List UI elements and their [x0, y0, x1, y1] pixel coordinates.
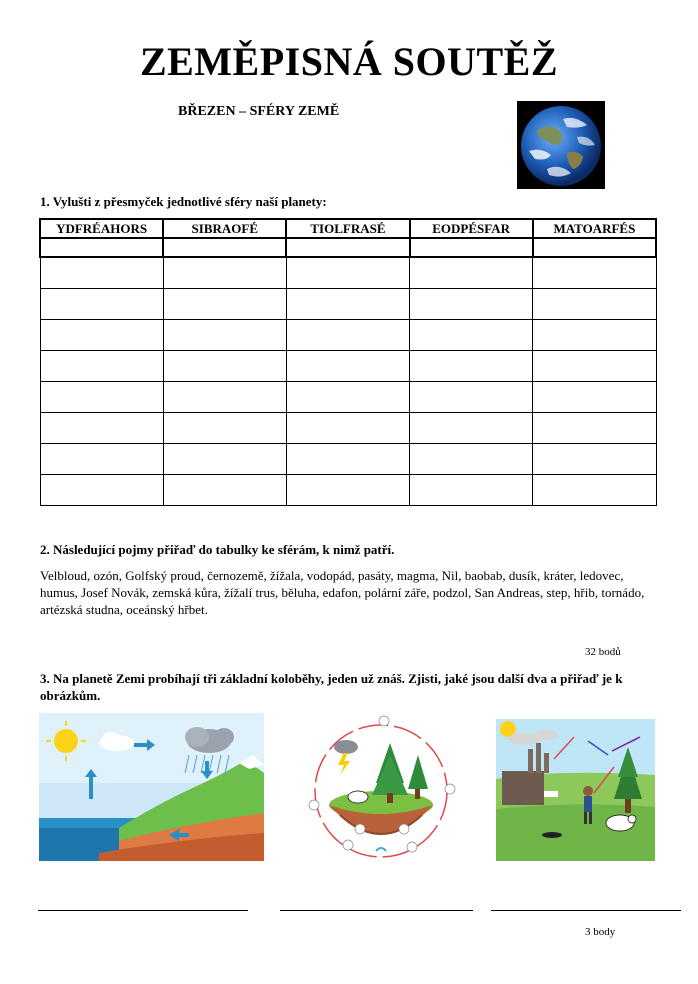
table-cell[interactable] [286, 382, 409, 413]
table-cell[interactable] [163, 444, 286, 475]
table-cell[interactable] [533, 413, 656, 444]
table-cell[interactable] [410, 289, 533, 320]
table-cell[interactable] [286, 289, 409, 320]
table-row [40, 444, 656, 475]
answer-line-2[interactable] [280, 910, 473, 911]
table-cell[interactable] [40, 351, 163, 382]
table-cell[interactable] [410, 257, 533, 289]
carbon-cycle-image [496, 719, 655, 861]
table-cell[interactable] [286, 475, 409, 506]
page-title: ZEMĚPISNÁ SOUTĚŽ [139, 39, 559, 84]
table-cell[interactable] [286, 257, 409, 289]
table-cell[interactable] [410, 351, 533, 382]
table-row [40, 475, 656, 506]
table-cell[interactable] [163, 382, 286, 413]
table-cell[interactable] [286, 444, 409, 475]
answer-cell[interactable] [410, 238, 533, 257]
table-cell[interactable] [40, 444, 163, 475]
table-cell[interactable] [163, 413, 286, 444]
table-row [40, 351, 656, 382]
table-cell[interactable] [286, 320, 409, 351]
table-cell[interactable] [410, 475, 533, 506]
table-cell[interactable] [286, 413, 409, 444]
nitrogen-cycle-image [300, 713, 462, 863]
column-header-3: TIOLFRASÉ [286, 219, 409, 238]
water-cycle-image [39, 713, 264, 861]
answer-line-3[interactable] [491, 910, 681, 911]
table-cell[interactable] [410, 413, 533, 444]
question-1: 1. Vylušti z přesmyček jednotlivé sféry naší planety: [40, 194, 327, 209]
column-header-2: SIBRAOFÉ [163, 219, 286, 238]
table-cell[interactable] [410, 444, 533, 475]
column-header-4: EODPÉSFAR [410, 219, 533, 238]
table-row [40, 320, 656, 351]
table-row [40, 413, 656, 444]
answer-cell[interactable] [286, 238, 409, 257]
answer-table [39, 218, 657, 506]
table-row [40, 289, 656, 320]
page-subtitle: BŘEZEN – SFÉRY ZEMĚ [178, 104, 340, 119]
table-cell[interactable] [533, 382, 656, 413]
table-row [40, 257, 656, 289]
table-cell[interactable] [533, 257, 656, 289]
earth-globe-image [517, 101, 605, 189]
table-cell[interactable] [410, 382, 533, 413]
table-cell[interactable] [533, 444, 656, 475]
table-cell[interactable] [40, 257, 163, 289]
table-cell[interactable] [40, 475, 163, 506]
column-header-5: MATOARFÉS [533, 219, 656, 238]
table-cell[interactable] [40, 413, 163, 444]
table-cell[interactable] [533, 475, 656, 506]
question-3: 3. Na planetě Zemi probíhají tři základní koloběhy, jeden už znáš. Zjisti, jaké jsou další dva a přiřaď je k obrázkům. [40, 671, 623, 703]
table-cell[interactable] [533, 351, 656, 382]
table-cell[interactable] [163, 351, 286, 382]
answer-cell[interactable] [40, 238, 163, 257]
table-cell[interactable] [163, 289, 286, 320]
table-cell[interactable] [40, 320, 163, 351]
answer-cell[interactable] [533, 238, 656, 257]
points-label-task-2: 32 bodů [585, 646, 621, 658]
table-cell[interactable] [286, 351, 409, 382]
answer-line-1[interactable] [38, 910, 248, 911]
table-cell[interactable] [533, 289, 656, 320]
table-cell[interactable] [163, 257, 286, 289]
column-header-1: YDFRÉAHORS [40, 219, 163, 238]
terms-list: Velbloud, ozón, Golfský proud, černozemě, žížala, vodopád, pasáty, magma, Nil, baobab, dusík, kráter, ledovec, humus, Josef Novák, zemská kůra, žížalí trus, běluha, edafon, polární záře, podzol, San Andreas, step, hřib, tornádo, artézská studna, oceánský hřbet. [40, 568, 645, 617]
answer-cell[interactable] [163, 238, 286, 257]
table-cell[interactable] [40, 382, 163, 413]
table-cell[interactable] [163, 320, 286, 351]
table-row [40, 382, 656, 413]
question-2: 2. Následující pojmy přiřaď do tabulky ke sférám, k nimž patří. [40, 542, 395, 557]
table-cell[interactable] [533, 320, 656, 351]
table-cell[interactable] [163, 475, 286, 506]
points-label-task-3: 3 body [585, 926, 616, 938]
table-cell[interactable] [410, 320, 533, 351]
table-cell[interactable] [40, 289, 163, 320]
